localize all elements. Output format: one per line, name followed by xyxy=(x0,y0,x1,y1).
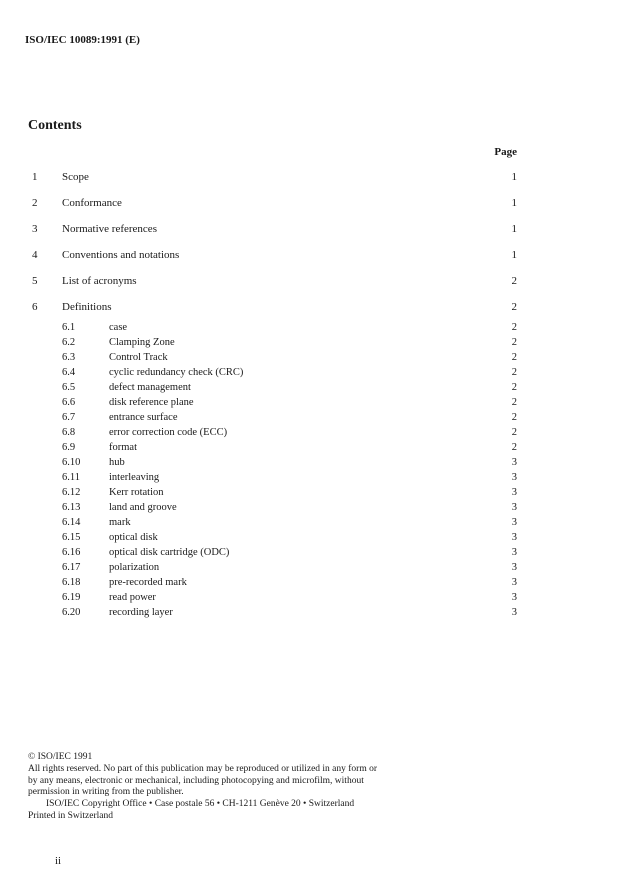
entry-page: 1 xyxy=(511,197,517,209)
entry-title: List of acronyms xyxy=(62,275,137,287)
entry-page: 2 xyxy=(511,382,517,393)
entry-number: 6.19 xyxy=(62,592,81,603)
toc-entry xyxy=(0,607,620,621)
copyright-line: © ISO/IEC 1991 xyxy=(28,752,93,762)
entry-page: 3 xyxy=(511,457,517,468)
entry-number: 6.9 xyxy=(62,442,76,453)
entry-title: pre-recorded mark xyxy=(109,577,187,588)
entry-title: disk reference plane xyxy=(109,397,194,408)
printed-in: Printed in Switzerland xyxy=(28,811,113,821)
entry-number: 6.15 xyxy=(62,532,81,543)
entry-title: Definitions xyxy=(62,301,112,313)
toc-entry xyxy=(0,562,620,576)
entry-page: 2 xyxy=(511,275,517,287)
entry-page: 3 xyxy=(511,502,517,513)
toc-entry xyxy=(0,249,620,263)
entry-title: mark xyxy=(109,517,131,528)
toc-entry xyxy=(0,275,620,289)
entry-title: hub xyxy=(109,457,125,468)
entry-title: Control Track xyxy=(109,352,168,363)
toc-entry xyxy=(0,427,620,441)
toc-entry xyxy=(0,301,620,315)
entry-title: optical disk cartridge (ODC) xyxy=(109,547,230,558)
entry-number: 6.2 xyxy=(62,337,76,348)
entry-title: polarization xyxy=(109,562,160,573)
toc-entry xyxy=(0,223,620,237)
entry-page: 3 xyxy=(511,487,517,498)
toc-entry xyxy=(0,592,620,606)
entry-number: 6.10 xyxy=(62,457,81,468)
entry-title: read power xyxy=(109,592,156,603)
entry-title: Normative references xyxy=(62,223,157,235)
entry-page: 3 xyxy=(511,547,517,558)
toc-entry xyxy=(0,337,620,351)
entry-number: 6.7 xyxy=(62,412,76,423)
toc-entry xyxy=(0,352,620,366)
entry-page: 1 xyxy=(511,249,517,261)
entry-title: defect management xyxy=(109,382,191,393)
entry-page: 3 xyxy=(511,577,517,588)
entry-number: 6.17 xyxy=(62,562,81,573)
entry-number: 6.12 xyxy=(62,487,81,498)
entry-number: 1 xyxy=(32,171,38,183)
entry-number: 2 xyxy=(32,197,38,209)
entry-page: 1 xyxy=(511,171,517,183)
entry-title: Conventions and notations xyxy=(62,249,180,261)
entry-title: Clamping Zone xyxy=(109,337,175,348)
entry-number: 6.6 xyxy=(62,397,76,408)
entry-number: 6.14 xyxy=(62,517,81,528)
entry-number: 6.13 xyxy=(62,502,81,513)
entry-title: Conformance xyxy=(62,197,122,209)
rights-notice: All rights reserved. No part of this publication may be reproduced or utilized in any form or by any means, electronic or mechanical, including photocopying and microfilm, without permission in writing from the publisher. xyxy=(28,764,378,797)
entry-page: 2 xyxy=(511,442,517,453)
toc-entry xyxy=(0,472,620,486)
toc-entry xyxy=(0,547,620,561)
entry-page: 1 xyxy=(511,223,517,235)
entry-title: cyclic redundancy check (CRC) xyxy=(109,367,244,378)
entry-number: 6.11 xyxy=(62,472,80,483)
entry-number: 6 xyxy=(32,301,38,313)
entry-page: 2 xyxy=(511,397,517,408)
contents-title: Contents xyxy=(28,118,82,133)
toc-entry xyxy=(0,367,620,381)
entry-title: case xyxy=(109,322,128,333)
entry-page: 3 xyxy=(511,517,517,528)
entry-page: 3 xyxy=(511,532,517,543)
entry-title: format xyxy=(109,442,137,453)
entry-page: 2 xyxy=(511,352,517,363)
entry-title: interleaving xyxy=(109,472,160,483)
entry-number: 6.20 xyxy=(62,607,81,618)
toc-entry xyxy=(0,412,620,426)
entry-title: recording layer xyxy=(109,607,173,618)
entry-number: 6.4 xyxy=(62,367,76,378)
page-number: ii xyxy=(55,855,62,867)
entry-title: optical disk xyxy=(109,532,158,543)
toc-entry xyxy=(0,382,620,396)
entry-page: 2 xyxy=(511,412,517,423)
entry-title: entrance surface xyxy=(109,412,178,423)
entry-number: 6.3 xyxy=(62,352,76,363)
document-header: ISO/IEC 10089:1991 (E) xyxy=(25,34,140,46)
entry-number: 5 xyxy=(32,275,38,287)
entry-number: 6.16 xyxy=(62,547,81,558)
toc-entry xyxy=(0,502,620,516)
entry-page: 2 xyxy=(511,367,517,378)
entry-page: 2 xyxy=(511,322,517,333)
entry-number: 6.1 xyxy=(62,322,76,333)
entry-number: 6.18 xyxy=(62,577,81,588)
copyright-office: ISO/IEC Copyright Office • Case postale 56 • CH-1211 Genève 20 • Switzerland xyxy=(46,799,355,809)
toc-entry xyxy=(0,577,620,591)
entry-title: Scope xyxy=(62,171,89,183)
entry-page: 3 xyxy=(511,472,517,483)
entry-page: 3 xyxy=(511,592,517,603)
toc-entry xyxy=(0,171,620,185)
toc-entry xyxy=(0,532,620,546)
toc-entry xyxy=(0,322,620,336)
entry-number: 4 xyxy=(32,249,38,261)
toc-entry xyxy=(0,517,620,531)
page-column-label: Page xyxy=(494,146,517,158)
entry-title: Kerr rotation xyxy=(109,487,164,498)
entry-number: 3 xyxy=(32,223,38,235)
entry-page: 3 xyxy=(511,607,517,618)
entry-page: 3 xyxy=(511,562,517,573)
entry-number: 6.8 xyxy=(62,427,76,438)
entry-page: 2 xyxy=(511,337,517,348)
entry-page: 2 xyxy=(511,427,517,438)
entry-title: land and groove xyxy=(109,502,177,513)
toc-entry xyxy=(0,457,620,471)
toc-entry xyxy=(0,442,620,456)
entry-number: 6.5 xyxy=(62,382,76,393)
toc-entry xyxy=(0,397,620,411)
entry-page: 2 xyxy=(511,301,517,313)
toc-entry xyxy=(0,487,620,501)
entry-title: error correction code (ECC) xyxy=(109,427,228,438)
toc-entry xyxy=(0,197,620,211)
